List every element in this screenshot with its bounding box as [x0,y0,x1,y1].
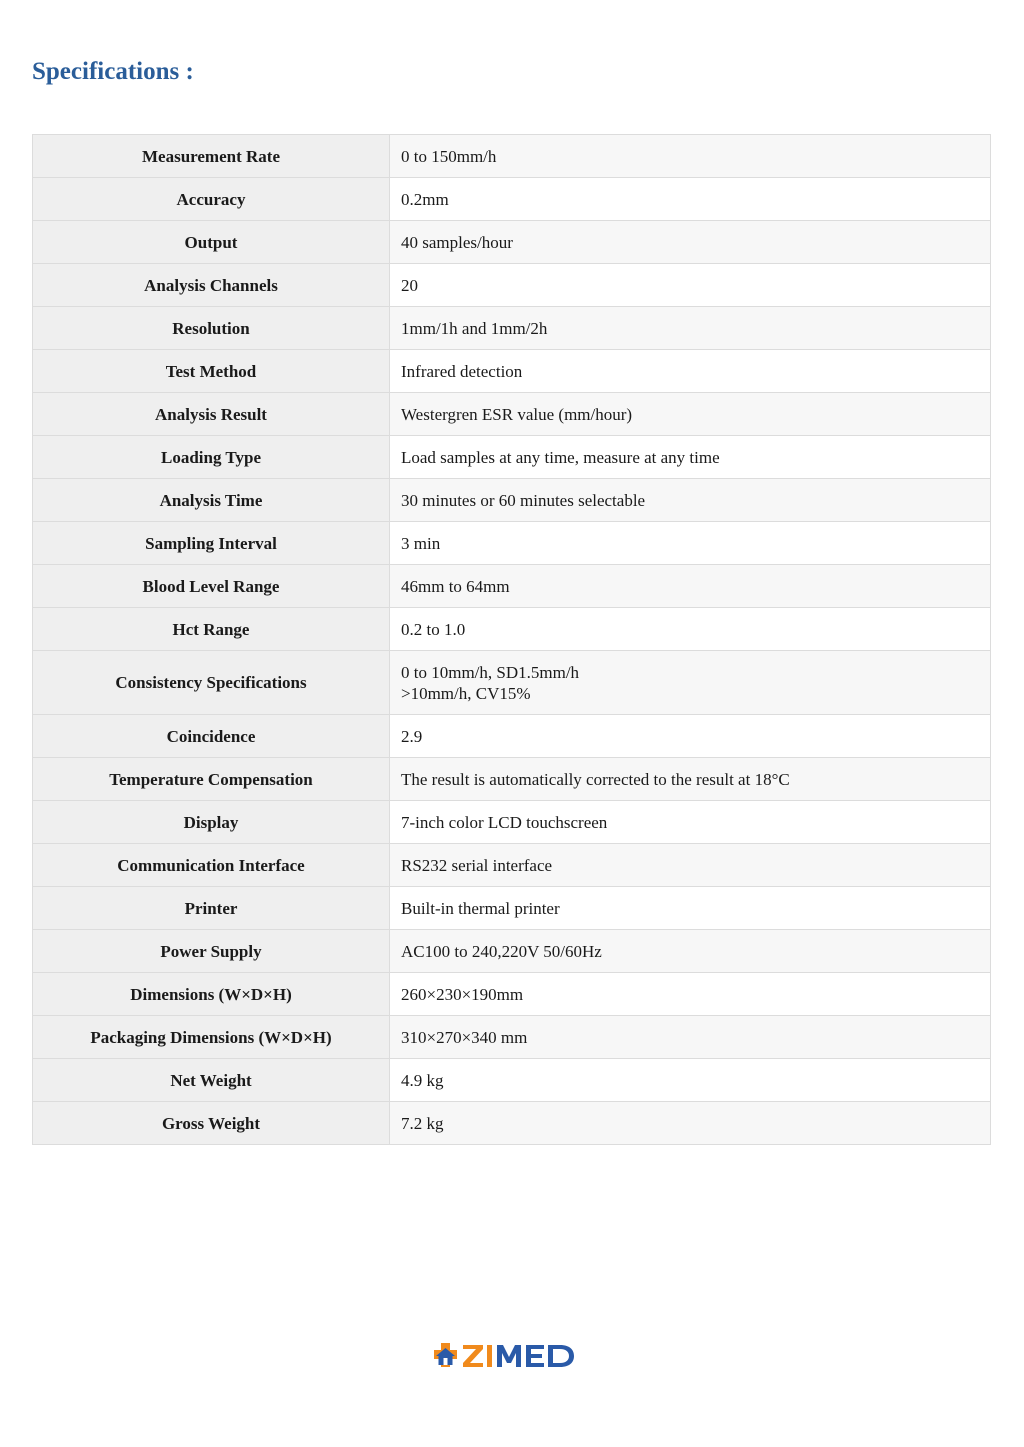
spec-label: Power Supply [33,930,390,973]
spec-label: Communication Interface [33,844,390,887]
table-row [33,264,991,307]
spec-value [390,651,991,715]
spec-value: 4.9 kg [390,1059,991,1102]
spec-value: 0.2 to 1.0 [390,608,991,651]
spec-label: Analysis Result [33,393,390,436]
spec-label: Consistency Specifications [33,651,390,715]
page-title: Specifications : [32,58,194,85]
spec-label: Sampling Interval [33,522,390,565]
spec-value: 40 samples/hour [390,221,991,264]
spec-label: Packaging Dimensions (W×D×H) [33,1016,390,1059]
spec-label: Analysis Time [33,479,390,522]
spec-value: 20 [390,264,991,307]
spec-label: Resolution [33,307,390,350]
spec-label: Analysis Channels [33,264,390,307]
spec-value: 2.9 [390,715,991,758]
table-row [33,887,991,930]
spec-value-line: 0 to 10mm/h, SD1.5mm/h [401,662,580,682]
spec-value: 310×270×340 mm [390,1016,991,1059]
spec-value: 0 to 150mm/h [390,135,991,178]
specifications-table [32,134,991,1145]
zimed-logo-graphic [433,1339,599,1371]
table-row [33,178,991,221]
table-row [33,307,991,350]
spec-label: Dimensions (W×D×H) [33,973,390,1016]
spec-label: Test Method [33,350,390,393]
spec-value: 7-inch color LCD touchscreen [390,801,991,844]
table-row [33,801,991,844]
spec-label: Net Weight [33,1059,390,1102]
table-row [33,522,991,565]
table-row [33,436,991,479]
table-row [33,973,991,1016]
spec-label: Gross Weight [33,1102,390,1145]
spec-value: 46mm to 64mm [390,565,991,608]
table-row [33,1059,991,1102]
spec-label: Blood Level Range [33,565,390,608]
table-row [33,1016,991,1059]
spec-value: RS232 serial interface [390,844,991,887]
table-row [33,393,991,436]
spec-label: Loading Type [33,436,390,479]
spec-label: Temperature Compensation [33,758,390,801]
spec-value: 0.2mm [390,178,991,221]
spec-value: 1mm/1h and 1mm/2h [390,307,991,350]
table-row [33,350,991,393]
spec-value: Load samples at any time, measure at any time [390,436,991,479]
spec-value: The result is automatically corrected to the result at 18°C [390,758,991,801]
spec-value: AC100 to 240,220V 50/60Hz [390,930,991,973]
table-row [33,608,991,651]
spec-value: Infrared detection [390,350,991,393]
table-row [33,135,991,178]
spec-value: Westergren ESR value (mm/hour) [390,393,991,436]
medical-cross-house-icon [434,1343,457,1367]
table-row [33,565,991,608]
spec-label: Accuracy [33,178,390,221]
table-row [33,758,991,801]
table-row [33,844,991,887]
spec-value: 30 minutes or 60 minutes selectable [390,479,991,522]
spec-label: Display [33,801,390,844]
spec-label: Printer [33,887,390,930]
spec-label: Hct Range [33,608,390,651]
table-row [33,221,991,264]
zimed-logo [433,1339,599,1371]
spec-value: 7.2 kg [390,1102,991,1145]
spec-value: 260×230×190mm [390,973,991,1016]
spec-value-line: >10mm/h, CV15% [401,683,531,703]
spec-label: Measurement Rate [33,135,390,178]
table-row [33,715,991,758]
spec-label: Coincidence [33,715,390,758]
table-row [33,930,991,973]
table-row [33,479,991,522]
table-row [33,651,991,715]
spec-label: Output [33,221,390,264]
table-row [33,1102,991,1145]
spec-value: 3 min [390,522,991,565]
spec-value: Built-in thermal printer [390,887,991,930]
